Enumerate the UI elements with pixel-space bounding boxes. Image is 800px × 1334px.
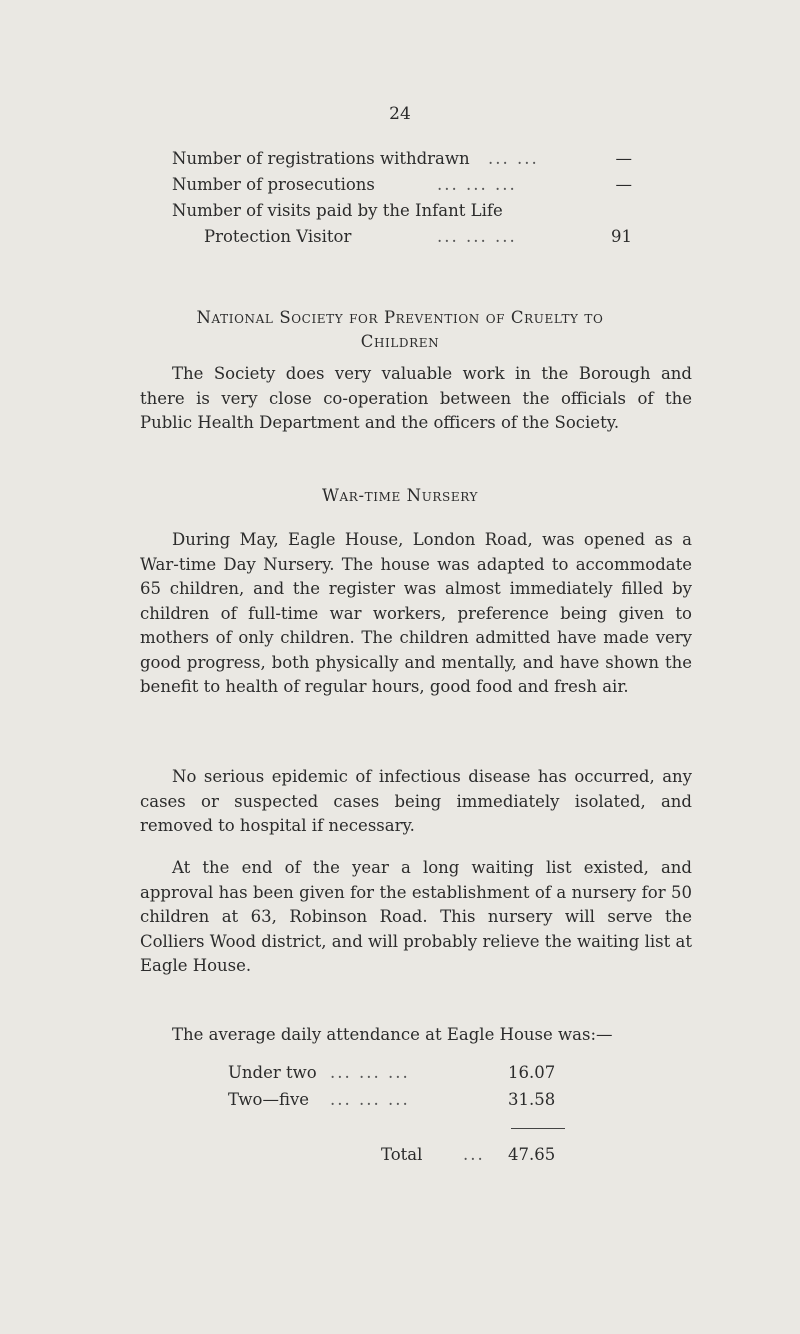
stat-label: Number of registrations withdrawn — [172, 149, 470, 168]
attendance-total-row — [0, 1145, 800, 1169]
attendance-dots: ... ... ... — [330, 1090, 410, 1109]
stat-dots: ... ... ... — [437, 175, 517, 194]
attendance-value: 16.07 — [508, 1063, 556, 1082]
nursery-heading: War-time Nursery — [321, 486, 479, 505]
total-label: Total — [381, 1145, 423, 1164]
nursery-paragraph-3: At the end of the year a long waiting list existed, and approval has been given for the establishment of a nursery for 50 children at 63, Robinson Road. This nursery will serve the Colliers Wood district, and will probably relieve the waiting list at Eagle House. — [140, 858, 692, 975]
attendance-intro: The average daily attendance at Eagle House was:— — [172, 1025, 613, 1044]
stat-dots: ... ... — [488, 149, 539, 168]
stat-row-infant-life-visits — [172, 198, 652, 224]
attendance-label: Two—five — [228, 1090, 310, 1109]
stat-row-protection-visitor — [172, 224, 652, 250]
attendance-row-under-two — [0, 1063, 800, 1087]
total-divider — [511, 1128, 565, 1129]
page-number: 24 — [389, 104, 411, 124]
nspcc-heading: National Society for Prevention of Cruelty to — [196, 308, 604, 327]
stats-list — [172, 146, 652, 250]
attendance-row-two-five — [0, 1090, 800, 1114]
stat-row-prosecutions — [172, 172, 652, 198]
nspcc-heading-continued: Children — [360, 332, 440, 351]
stat-label: Number of prosecutions — [172, 175, 375, 194]
total-value: 47.65 — [508, 1145, 556, 1164]
attendance-value: 31.58 — [508, 1090, 556, 1109]
attendance-label: Under two — [228, 1063, 317, 1082]
stat-label: Protection Visitor — [204, 227, 352, 246]
nspcc-paragraph: The Society does very valuable work in the Borough and there is very close co-operation between the officials of the Public Health Department and the officers of the Society. — [140, 364, 692, 432]
nursery-paragraph-1: During May, Eagle House, London Road, was opened as a War-time Day Nursery. The house was adapted to accommodate 65 children, and the register was almost immediately filled by children of full-time war workers, preference being given to mothers of only children. The children admitted have made very good progress, both physically and mentally, and have shown the benefit to health of regular hours, good food and fresh air. — [140, 530, 692, 696]
stat-value: 91 — [611, 227, 632, 246]
nursery-paragraph-2: No serious epidemic of infectious disease has occurred, any cases or suspected cases being immediately isolated, and removed to hospital if necessary. — [140, 767, 692, 835]
attendance-dots: ... ... ... — [330, 1063, 410, 1082]
stat-row-registrations-withdrawn — [172, 146, 652, 172]
total-dots: ... — [463, 1145, 485, 1164]
stat-dots: ... ... ... — [437, 227, 517, 246]
stat-label: Number of visits paid by the Infant Life — [172, 201, 503, 220]
stat-value: — — [615, 175, 632, 194]
stat-value: — — [615, 149, 632, 168]
